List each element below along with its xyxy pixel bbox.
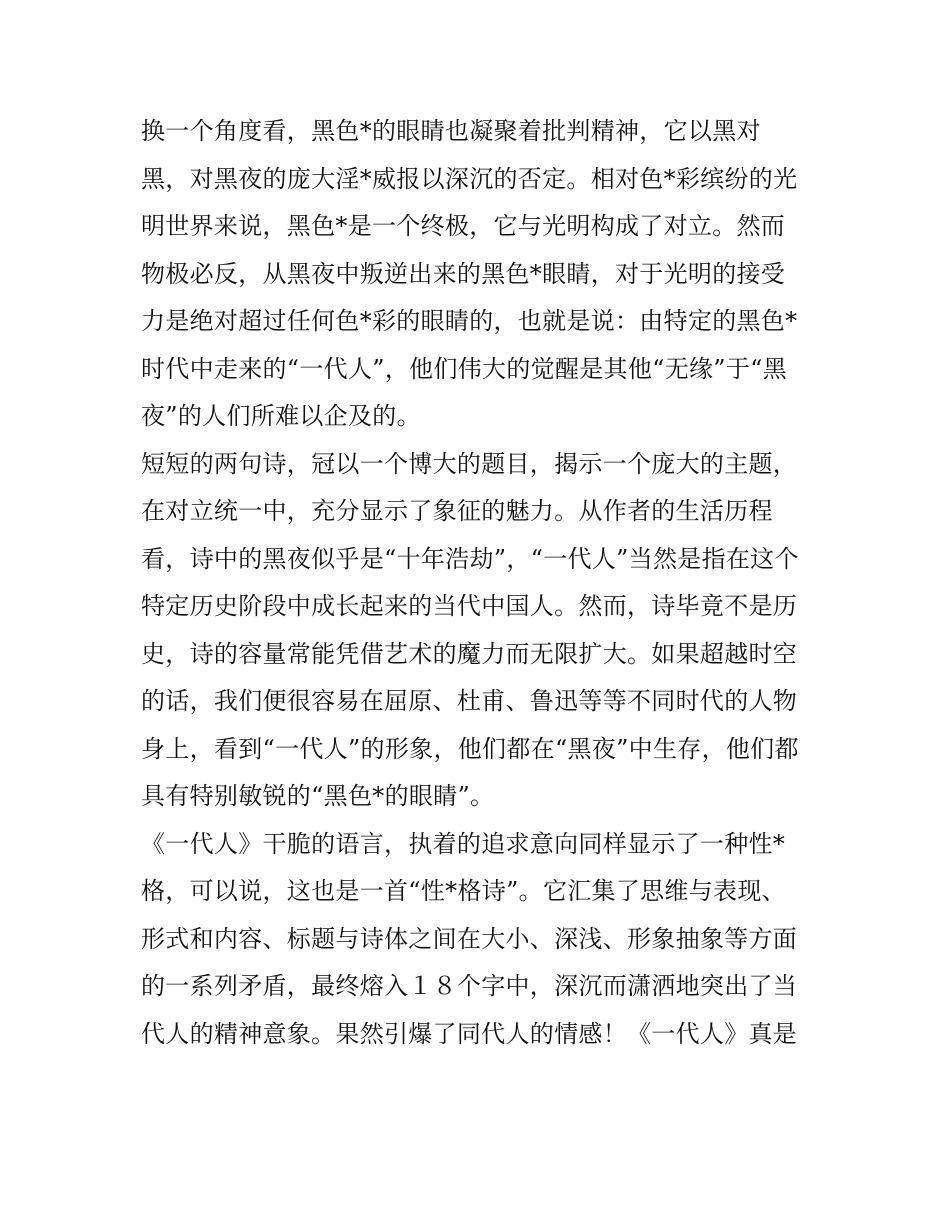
text-line: 特定历史阶段中成长起来的当代中国人。然而，诗毕竟不是历 (141, 592, 798, 620)
text-line: 在对立统一中，充分显示了象征的魅力。从作者的生活历程 (141, 497, 773, 525)
text-line: 具有特别敏锐的“黑色*的眼睛”。 (141, 782, 495, 810)
text-line: 《一代人》干脆的语言，执着的追求意向同样显示了一种性* (141, 829, 786, 858)
text-line: 代人的精神意象。果然引爆了同代人的情感！《一代人》真是 (141, 1019, 798, 1048)
document-body (141, 108, 821, 1058)
text-line: 的一系列矛盾，最终熔入１８个字中，深沉而潇洒地突出了当 (141, 972, 798, 1000)
text-line: 换一个角度看，黑色*的眼睛也凝聚着批判精神，它以黑对 (141, 117, 761, 145)
text-line: 格，可以说，这也是一首“性*格诗”。它汇集了思维与表现、 (141, 877, 786, 905)
text-line: 明世界来说，黑色*是一个终极，它与光明构成了对立。然而 (141, 212, 786, 240)
text-line: 看，诗中的黑夜似乎是“十年浩劫”，“一代人”当然是指在这个 (141, 544, 799, 573)
text-line: 身上，看到“一代人”的形象，他们都在“黑夜”中生存，他们都 (141, 734, 799, 763)
text-line: 的话，我们便很容易在屈原、杜甫、鲁迅等等不同时代的人物 (141, 687, 798, 715)
text-line: 力是绝对超过任何色*彩的眼睛的，也就是说：由特定的黑色* (141, 307, 798, 335)
text-line: 夜”的人们所难以企及的。 (141, 402, 421, 430)
text-line: 形式和内容、标题与诗体之间在大小、深浅、形象抽象等方面 (141, 924, 798, 953)
text-line: 黑，对黑夜的庞大淫*威报以深沉的否定。相对色*彩缤纷的光 (141, 164, 798, 193)
text-line: 短短的两句诗，冠以一个博大的题目，揭示一个庞大的主题， (141, 449, 798, 478)
text-line: 时代中走来的“一代人”，他们伟大的觉醒是其他“无缘”于“黑 (141, 354, 788, 383)
text-line: 史，诗的容量常能凭借艺术的魔力而无限扩大。如果超越时空 (141, 639, 798, 668)
text-line: 物极必反，从黑夜中叛逆出来的黑色*眼睛，对于光明的接受 (141, 259, 786, 288)
